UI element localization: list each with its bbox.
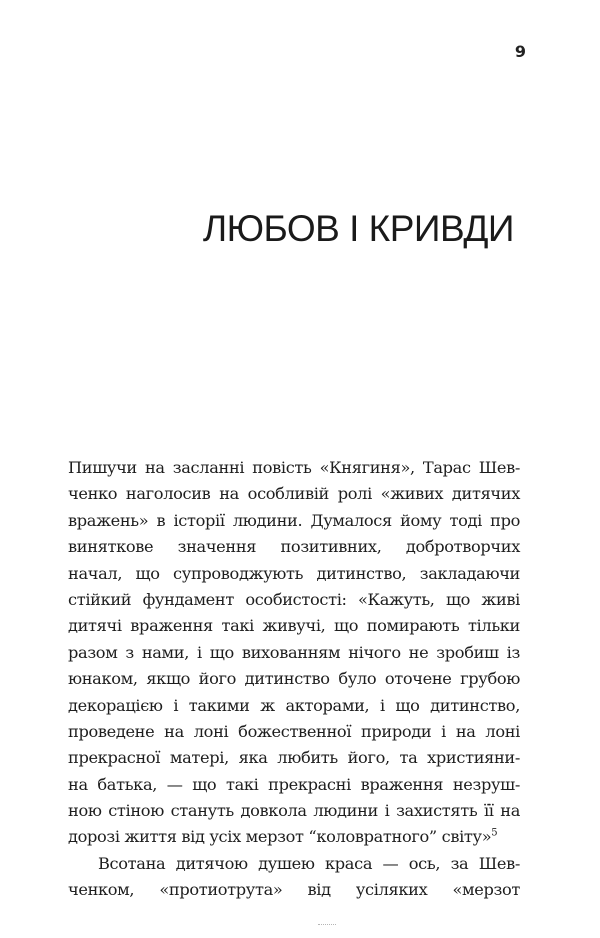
- chapter-title: ЛЮБОВ І КРИВДИ: [202, 208, 514, 249]
- text-line: на батька, — що такі прекрасні враження незруш-: [68, 774, 520, 794]
- text-line: ченко наголосив на особливій ролі «живих дитячих: [68, 484, 520, 504]
- paragraph: [68, 455, 520, 851]
- scan-artifact: [318, 924, 336, 928]
- text-line-content: дорозі життя від усіх мерзот “коловратного” світу»: [68, 827, 492, 847]
- text-line: виняткове значення позитивних, добротворчих: [68, 537, 520, 557]
- text-line: вражень» в історії людини. Думалося йому тоді про: [68, 510, 520, 530]
- text-line-last: [68, 824, 520, 850]
- page-number: 9: [514, 42, 526, 61]
- text-line: декорацією і такими ж акторами, і що дитинство,: [68, 695, 520, 715]
- text-line: проведене на лоні божественної природи і на лоні: [68, 721, 520, 741]
- text-line: прекрасної матері, яка любить його, та християни-: [68, 748, 520, 768]
- body-text: [68, 455, 520, 904]
- text-line: разом з нами, і що вихованням нічого не зробиш із: [68, 642, 520, 662]
- text-line: начал, що супроводжують дитинство, закладаючи: [68, 563, 520, 583]
- paragraph: [68, 851, 520, 904]
- text-line: Пишучи на засланні повість «Княгиня», Тарас Шев-: [68, 458, 520, 477]
- text-line: стійкий фундамент особистості: «Кажуть, що живі: [68, 589, 520, 609]
- text-line: ною стіною стануть довкола людини і захистять її на: [68, 801, 520, 821]
- text-line: юнаком, якщо його дитинство було оточене грубою: [68, 669, 520, 689]
- footnote-reference[interactable]: 5: [491, 828, 498, 840]
- text-line: дитячі враження такі живучі, що помирають тільки: [68, 616, 520, 636]
- text-line: Всотана дитячою душею краса — ось, за Шев-: [98, 853, 520, 873]
- text-line: ченком, «протиотрута» від усіляких «мерзот: [68, 880, 520, 900]
